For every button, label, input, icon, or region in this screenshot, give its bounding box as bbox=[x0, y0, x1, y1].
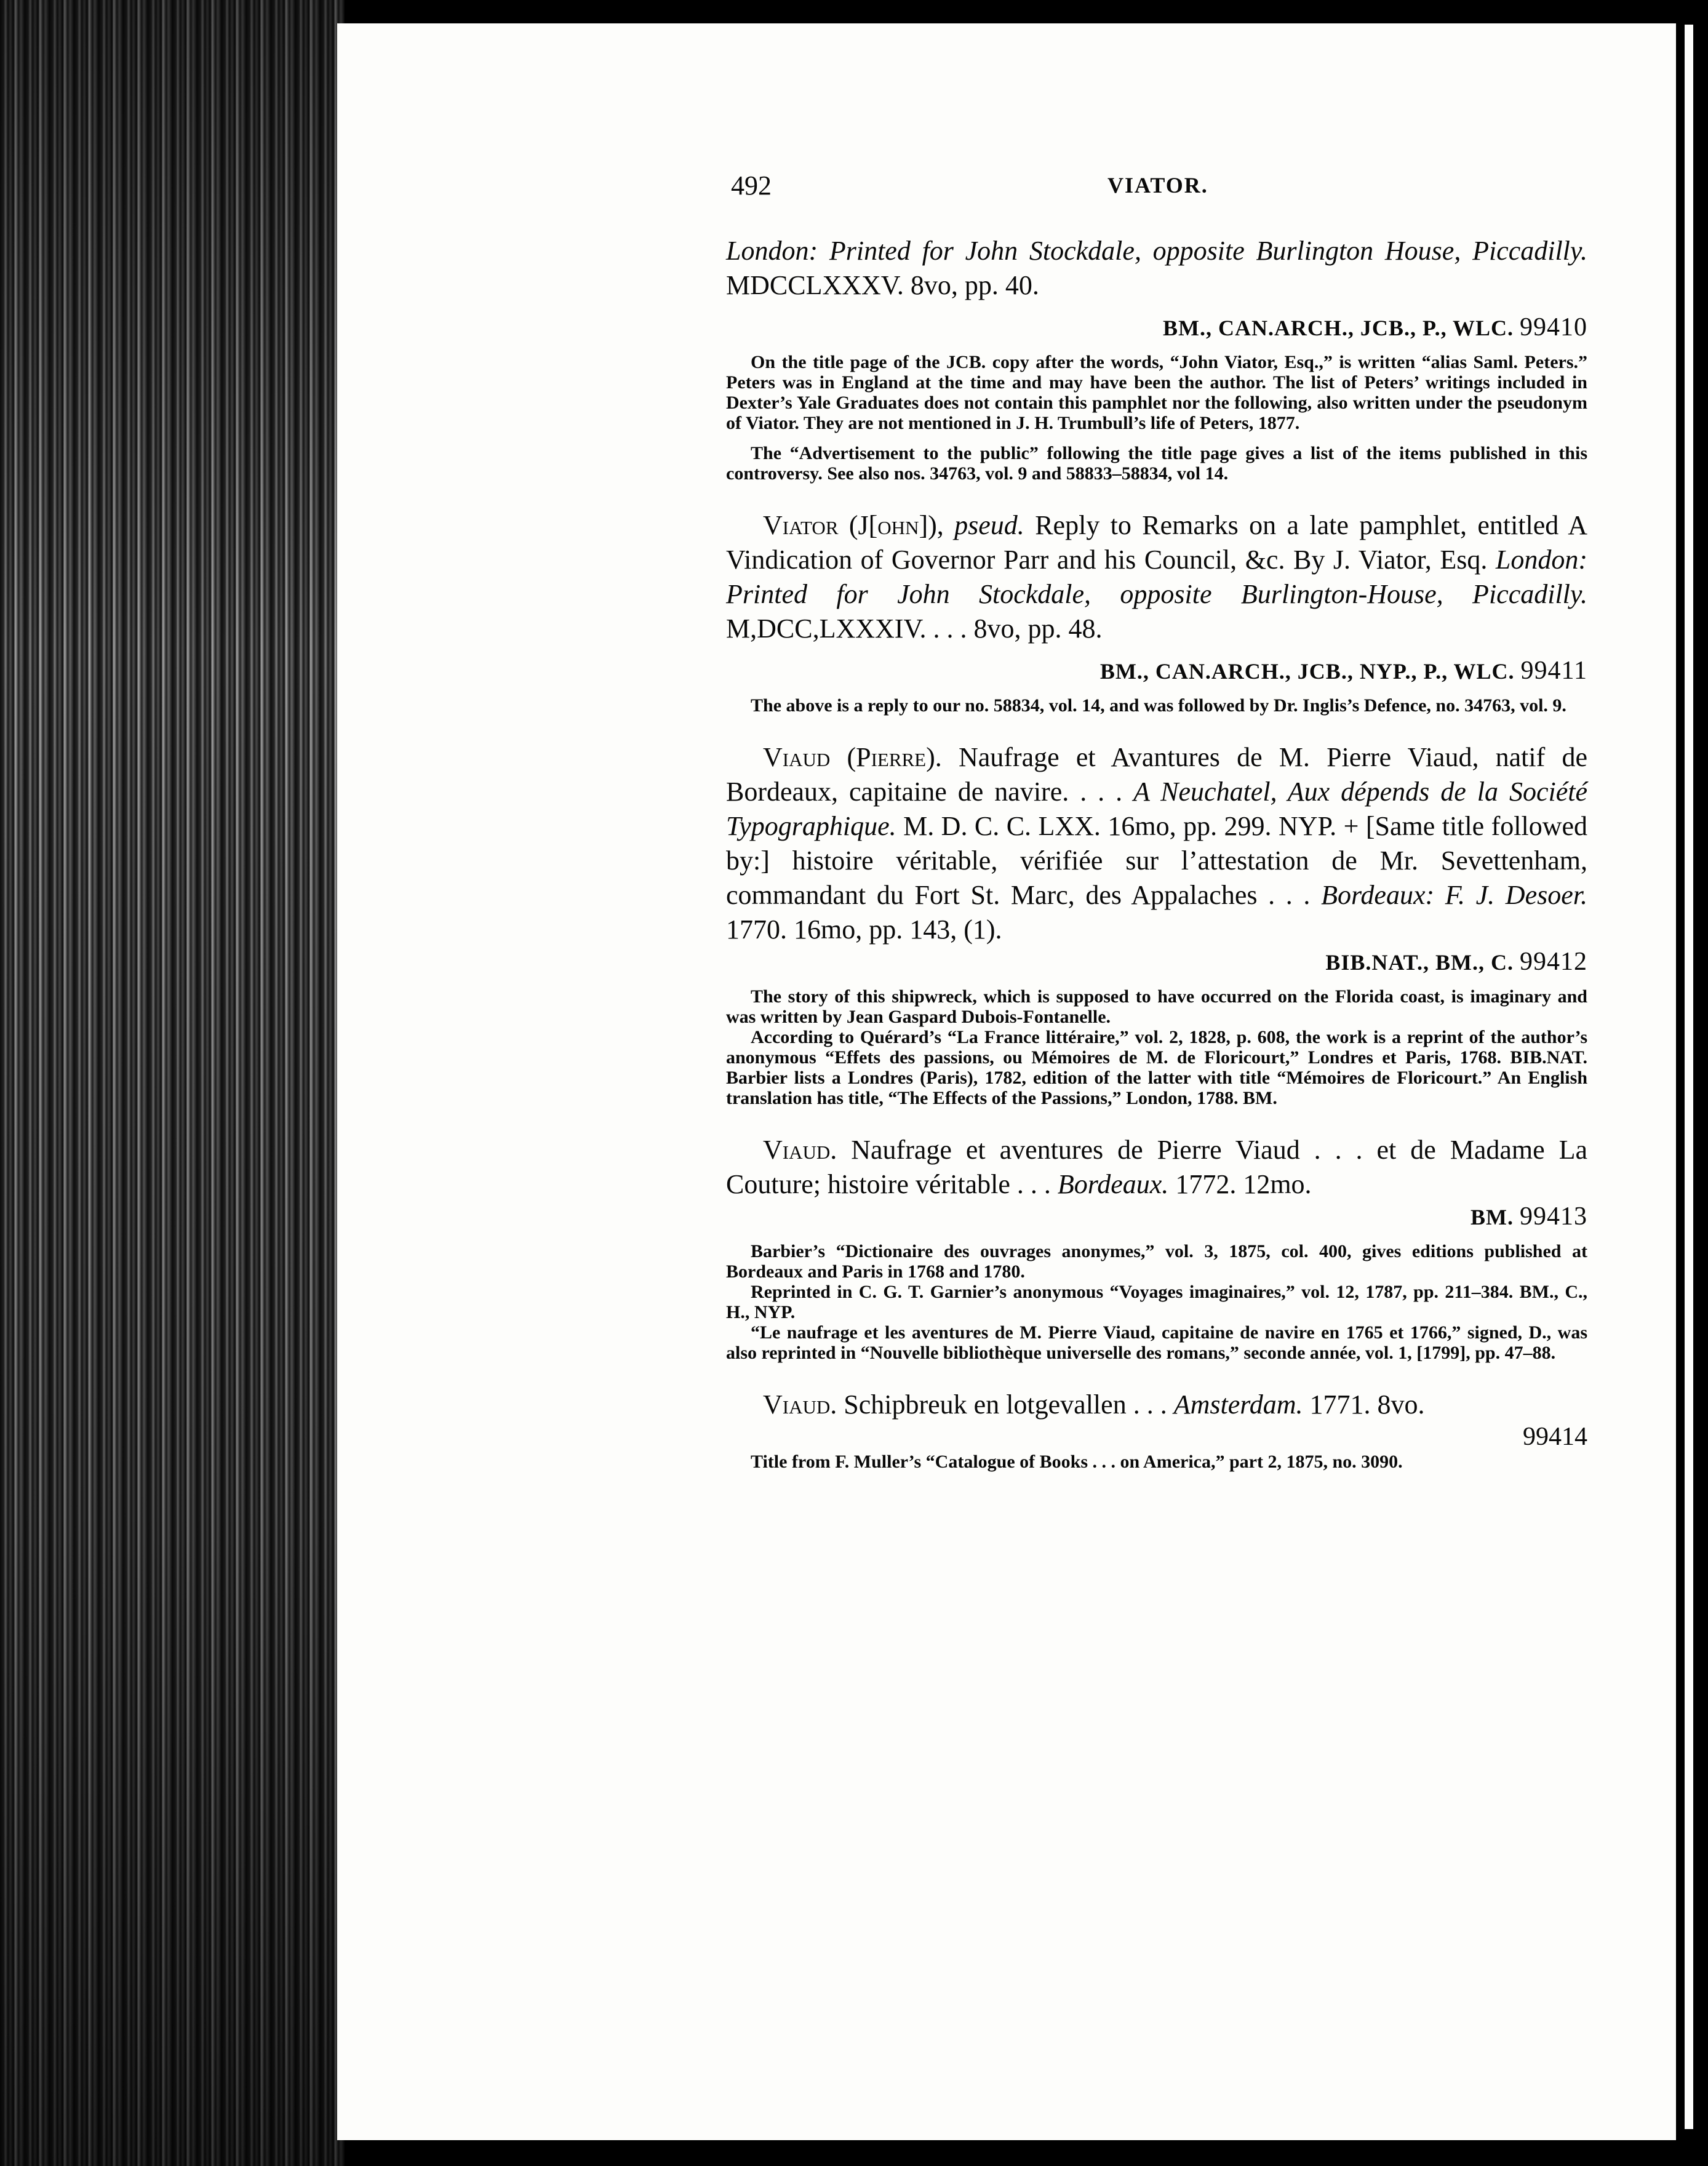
imprint-text: A Neuchatel, Aux dépends de la Société Typographique. bbox=[726, 777, 1587, 841]
note: “Le naufrage et les aventures de M. Pierre Viaud, capitaine de navire en 1765 et 1766,” signed, D., was also reprinted in “Nouvelle bibliothèque universelle des romans,” seconde année, vol. 1, [1799], pp. 47–88. bbox=[726, 1322, 1587, 1363]
entry-body bbox=[726, 1133, 1587, 1202]
entry-heading: Viaud. bbox=[763, 1135, 837, 1165]
note: The story of this shipwreck, which is supposed to have occurred on the Florida coast, is imaginary and was written by Jean Gaspard Dubois-Fontanelle. bbox=[726, 986, 1587, 1027]
format-text: M,DCC,LXXXIV. . . . 8vo, pp. 48. bbox=[726, 613, 1103, 644]
imprint-text: London: Printed for John Stockdale, opposite Burlington House, Piccadilly. bbox=[726, 236, 1587, 266]
entry-heading: Viaud (Pierre). bbox=[763, 742, 942, 772]
entry-body bbox=[726, 1388, 1587, 1422]
next-page-edge bbox=[1685, 25, 1693, 2129]
entry-number: 99414 bbox=[1523, 1423, 1587, 1451]
note: Reprinted in C. G. T. Garnier’s anonymous “Voyages imaginaires,” vol. 12, 1787, pp. 211–384. BM., C., H., NYP. bbox=[726, 1282, 1587, 1322]
holdings-line bbox=[726, 313, 1587, 342]
book-page-edge bbox=[0, 0, 345, 2166]
entry-body bbox=[726, 508, 1587, 646]
title-text: Naufrage et aventures de Pierre Viaud . . . et de Madame La Couture; histoire véritable . . . bbox=[726, 1135, 1588, 1199]
note: The “Advertisement to the public” following the title page gives a list of the items published in this controversy. See also nos. 34763, vol. 9 and 58833–58834, vol 14. bbox=[726, 443, 1587, 484]
format-text: 1772. 12mo. bbox=[1175, 1169, 1312, 1199]
entry-imprint bbox=[726, 234, 1587, 303]
title-text: Reply to Remarks on a late pamphlet, entitled A Vindication of Governor Parr and his Council, &c. By J. Viator, Esq. bbox=[726, 510, 1588, 575]
entry-number: 99413 bbox=[1520, 1202, 1587, 1231]
imprint-text: Amsterdam. bbox=[1173, 1389, 1303, 1420]
page-content bbox=[726, 234, 1587, 1472]
note: On the title page of the JCB. copy after the words, “John Viator, Esq.,” is written “alias Saml. Peters.” Peters was in England at the time and may have been the author. The list of Peters’ writings included in Dexter’s Yale Graduates does not contain this pamphlet nor the following, also written under the pseudonym of Viator. They are not mentioned in J. H. Trumbull’s life of Peters, 1877. bbox=[726, 352, 1587, 433]
imprint-text: Bordeaux. bbox=[1057, 1169, 1169, 1199]
holders: BM., CAN.ARCH., JCB., P., WLC. bbox=[1162, 316, 1514, 340]
holdings-line bbox=[726, 656, 1587, 685]
entry-heading: Viaud. bbox=[763, 1389, 837, 1420]
running-head: VIATOR. bbox=[1107, 173, 1208, 198]
entry-99414 bbox=[726, 1388, 1587, 1472]
format-text: MDCCLXXXV. 8vo, pp. 40. bbox=[726, 270, 1039, 300]
holders: BIB.NAT., BM., C. bbox=[1325, 950, 1514, 975]
pseud-label: pseud. bbox=[954, 510, 1024, 540]
entry-99410 bbox=[726, 234, 1587, 484]
note: Barbier’s “Dictionaire des ouvrages anonymes,” vol. 3, 1875, col. 400, gives editions published at Bordeaux and Paris in 1768 and 1780. bbox=[726, 1241, 1587, 1282]
entry-99412 bbox=[726, 740, 1587, 1108]
entry-number: 99411 bbox=[1520, 657, 1587, 685]
note: The above is a reply to our no. 58834, vol. 14, and was followed by Dr. Inglis’s Defence, no. 34763, vol. 9. bbox=[751, 695, 1566, 716]
title-text: Naufrage et Avantures de M. Pierre Viaud, natif de Bordeaux, capitaine de navire. . . . bbox=[726, 742, 1587, 807]
imprint-text: Bordeaux: F. J. Desoer. bbox=[1321, 880, 1588, 910]
entry-number: 99410 bbox=[1520, 313, 1587, 342]
entry-99413 bbox=[726, 1133, 1587, 1363]
title-text: Schipbreuk en lotgevallen . . . bbox=[844, 1389, 1167, 1420]
format-text: 1770. 16mo, pp. 143, (1). bbox=[726, 914, 1002, 945]
holders: BM., CAN.ARCH., JCB., NYP., P., WLC. bbox=[1099, 659, 1515, 684]
imprint-text: London: Printed for John Stockdale, opposite Burlington-House, Piccadilly. bbox=[726, 545, 1588, 609]
page-number: 492 bbox=[731, 170, 772, 201]
format-text: 1771. 8vo. bbox=[1309, 1389, 1425, 1420]
entry-heading: Viator (J[ohn]), bbox=[763, 510, 944, 540]
entry-body bbox=[726, 740, 1587, 947]
holdings-line bbox=[726, 1202, 1587, 1231]
entry-99411 bbox=[726, 508, 1587, 716]
title-text: M. D. C. C. LXX. 16mo, pp. 299. NYP. + [Same title followed by:] histoire véritable, vérifiée sur l’attestation de Mr. Sevettenham, commandant du Fort St. Marc, des Appalaches . . . bbox=[726, 811, 1588, 910]
holders: BM. bbox=[1471, 1205, 1514, 1229]
note: According to Quérard’s “La France littéraire,” vol. 2, 1828, p. 608, the work is a reprint of the author’s anonymous “Effets des passions, ou Mémoires de M. de Floricourt,” Londres et Paris, 1768. BIB.NAT. Barbier lists a Londres (Paris), 1782, edition of the latter with title “Mémoires de Floricourt.” An English translation has title, “The Effects of the Passions,” London, 1788. BM. bbox=[726, 1027, 1587, 1108]
note: Title from F. Muller’s “Catalogue of Books . . . on America,” part 2, 1875, no. 3090. bbox=[751, 1452, 1403, 1472]
page-header bbox=[726, 170, 1587, 207]
holdings-line bbox=[726, 947, 1587, 977]
entry-number: 99412 bbox=[1520, 948, 1587, 976]
